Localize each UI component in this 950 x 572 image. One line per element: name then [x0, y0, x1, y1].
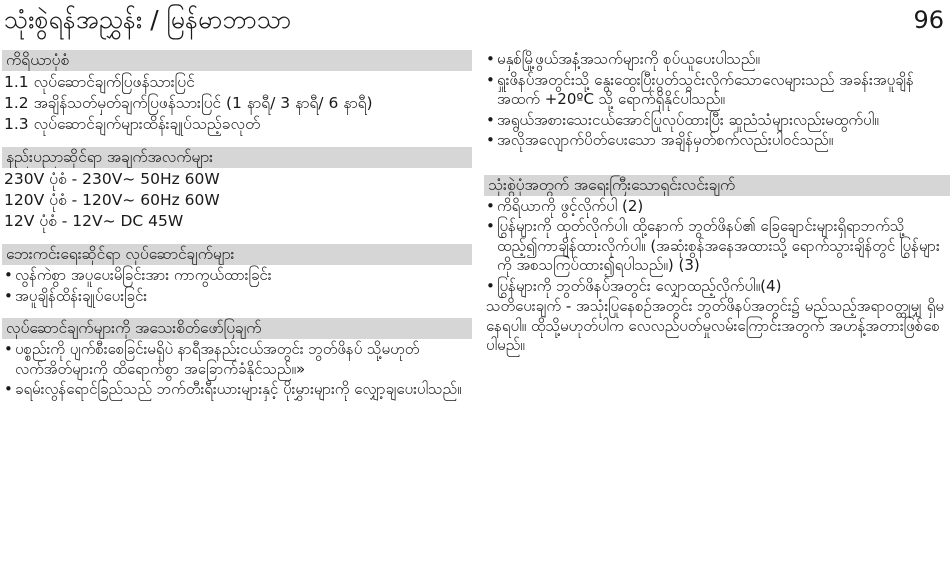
functions-item: • ပစ္စည်းကို ပျက်စီးစေခြင်းမရှိပဲ နာရီအနည်းငယ်အတွင်း ဘွတ်ဖိနပ် သို့မဟုတ် လက်အိတ်များကို ထိရောက်စွာ အခြောက်ခံနိုင်သည်။» [2, 340, 472, 379]
parts-item: 1.3 လုပ်ဆောင်ချက်များထိန်းချုပ်သည့်ခလုတ် [4, 115, 261, 133]
features-item: • မနှစ်မြို့ဖွယ်အနံ့အသက်များကို စုပ်ယူပေးပါသည်။ [484, 50, 950, 70]
safety-section [2, 244, 472, 306]
usage-warning-note: သတိပေးချက် - အသုံးပြုနေစဉ်အတွင်း ဘွတ်ဖိနပ်အတွင်း၌ မည်သည့်အရာဝတ္ထုမျှ ရှိမနေရပါ။ ထိုသို့မဟုတ်ပါက လေလည်ပတ်မှုလမ်းကြောင်းအတွက် အဟန့်အတားဖြစ်စေပါမည်။ [486, 297, 944, 354]
specs-item: 120V ပုံစံ - 120V~ 60Hz 60W [4, 191, 220, 209]
page-title: သုံးစွဲရန်အညွှန်း / မြန်မာဘာသာ [4, 5, 292, 34]
functions-item: • ခရမ်းလွန်ရောင်ခြည်သည် ဘက်တီးရီးယားများနှင့် ပိုးမွှားများကို လျှော့ချပေးပါသည်။ [2, 380, 472, 400]
spacer [484, 163, 950, 175]
features-section [484, 50, 950, 151]
left-column [2, 50, 472, 412]
features-item: • အလိုအလျောက်ပိတ်ပေးသော အချိန်မှတ်စက်လည်းပါဝင်သည်။ [484, 131, 950, 151]
functions-heading: လုပ်ဆောင်ချက်များကို အသေးစိတ်ဖော်ပြချက် [2, 318, 472, 339]
right-column [484, 50, 950, 368]
usage-section [484, 175, 950, 356]
page-number: 96 [913, 6, 944, 34]
parts-section [2, 50, 472, 135]
features-list [484, 50, 950, 151]
features-item: • အရွယ်အစားသေးငယ်အောင်ပြုလုပ်ထားပြီး ဆူညံသံများလည်းမထွက်ပါ။ [484, 111, 950, 131]
specs-section [2, 147, 472, 232]
parts-item: 1.1 လုပ်ဆောင်ချက်ပြဖန်သားပြင် [4, 73, 195, 91]
usage-list [484, 197, 950, 297]
safety-list [2, 266, 472, 306]
parts-heading: ကိရိယာပုံစံ [2, 50, 472, 71]
functions-section [2, 318, 472, 400]
safety-item: • အပူချိန်ထိန်းချုပ်ပေးခြင်း [2, 287, 472, 307]
functions-list [2, 340, 472, 400]
usage-item: • ကိရိယာကို ဖွင့်လိုက်ပါ (2) [484, 197, 950, 217]
safety-heading: ဘေးကင်းရေးဆိုင်ရာ လုပ်ဆောင်ချက်များ [2, 244, 472, 265]
safety-item: • လွန်ကဲစွာ အပူပေးမိခြင်းအား ကာကွယ်ထားခြင်း [2, 266, 472, 286]
specs-item: 230V ပုံစံ - 230V~ 50Hz 60W [4, 170, 220, 188]
specs-item: 12V ပုံစံ - 12V~ DC 45W [4, 212, 184, 230]
usage-item: • ပြွန်များကို ဘွတ်ဖိနပ်အတွင်း လျှောထည့်လိုက်ပါ။(4) [484, 277, 950, 297]
usage-heading: သုံးစွဲပုံအတွက် အရေးကြီးသောရှင်းလင်းချက် [484, 175, 950, 196]
specs-heading: နည်းပညာဆိုင်ရာ အချက်အလက်များ [2, 147, 472, 168]
features-item: • ရှူးဖိနပ်အတွင်းသို့ နွေးထွေးပြီးပွတ်သွင်းလိုက်သောလေများသည် အခန်းအပူချိန်အထက် +20ºC သို့ ရောက်ရှိနိုင်ပါသည်။ [484, 71, 950, 110]
usage-item: • ပြွန်များကို ထုတ်လိုက်ပါ၊ ထို့နောက် ဘွတ်ဖိနပ်၏ ခြေချောင်းများရှိရာဘက်သို့ ထည့်၍ကာချိန်ထားလိုက်ပါ။ (အဆုံးစွန်အနေအထားသို့ ရောက်သွားချိန်တွင် ပြွန်များကို အစသကြပ်ထား၍ရပါသည်။) (3) [484, 217, 950, 276]
parts-item: 1.2 အချိန်သတ်မှတ်ချက်ပြဖန်သားပြင် (1 နာရီ/ 3 နာရီ/ 6 နာရီ) [4, 94, 373, 112]
